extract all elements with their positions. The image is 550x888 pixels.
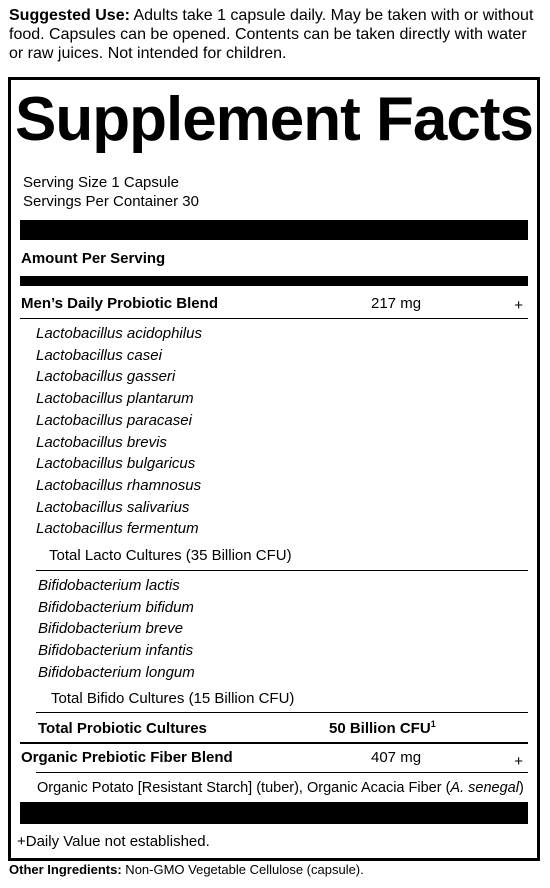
supplement-facts-panel <box>8 77 540 861</box>
strain-item: Lactobacillus bulgaricus <box>36 455 196 473</box>
strain-item: Lactobacillus casei <box>36 346 162 364</box>
strain-item: Bifidobacterium breve <box>38 620 184 638</box>
rule <box>36 712 528 713</box>
total-probiotic-label: Total Probiotic Cultures <box>38 720 207 737</box>
servings-per-container: Servings Per Container 30 <box>23 193 199 210</box>
rule <box>36 570 528 571</box>
thick-divider <box>20 220 528 240</box>
suggested-use-body: Adults take 1 capsule daily. May be taken with or without food. Capsules can be opened. Contents can be taken directly with water or raw juices. Not intended for children. <box>9 7 534 62</box>
strain-item: Lactobacillus paracasei <box>36 411 192 429</box>
strain-item: Lactobacillus plantarum <box>36 390 194 408</box>
suggested-use-label: Suggested Use: <box>9 7 130 24</box>
serving-size: Serving Size 1 Capsule <box>23 174 179 191</box>
other-ingredients-body: Non-GMO Vegetable Cellulose (capsule). <box>121 862 364 877</box>
bifido-total: Total Bifido Cultures (15 Billion CFU) <box>51 690 295 707</box>
bottom-thick-divider <box>20 802 528 824</box>
strain-item: Bifidobacterium infantis <box>38 642 194 660</box>
strain-item: Bifidobacterium bifidum <box>38 598 194 616</box>
strain-item: Bifidobacterium lactis <box>38 577 180 594</box>
medium-divider <box>20 276 528 286</box>
strain-item: Lactobacillus fermentum <box>36 520 199 538</box>
panel-title: Supplement Facts <box>15 85 533 154</box>
daily-value-footnote: +Daily Value not established. <box>17 833 210 850</box>
strain-item: Lactobacillus salivarius <box>36 498 190 516</box>
rule <box>36 772 528 773</box>
suggested-use-text <box>9 6 545 63</box>
rule <box>20 742 528 744</box>
blend2-name: Organic Prebiotic Fiber Blend <box>21 749 233 766</box>
blend1-dv: + <box>514 297 523 314</box>
other-ingredients <box>9 862 364 877</box>
amount-per-serving: Amount Per Serving <box>21 250 166 267</box>
lacto-total: Total Lacto Cultures (35 Billion CFU) <box>49 547 292 564</box>
lacto-strain-list <box>36 323 202 540</box>
total-probiotic-amount: 50 Billion CFU$^1$ <box>329 719 436 737</box>
strain-item: Lactobacillus gasseri <box>36 368 176 386</box>
serving-info <box>23 173 199 211</box>
blend2-dv: + <box>514 753 523 770</box>
blend1-amount: 217 mg <box>371 295 422 312</box>
bifido-strain-list <box>38 575 195 684</box>
strain-item: Bifidobacterium longum <box>38 663 195 681</box>
blend2-amount: 407 mg <box>371 749 422 766</box>
strain-item: Lactobacillus acidophilus <box>36 325 202 342</box>
footnote-marker: 1 <box>430 719 436 729</box>
strain-item: Lactobacillus rhamnosus <box>36 476 202 494</box>
strain-item: Lactobacillus brevis <box>36 433 167 451</box>
other-ingredients-label: Other Ingredients: <box>9 862 122 877</box>
blend2-description: Organic Potato [Resistant Starch] (tuber), Organic Acacia Fiber (A. senegal) <box>37 780 524 796</box>
blend1-name: Men’s Daily Probiotic Blend <box>21 295 218 312</box>
rule <box>20 318 528 319</box>
